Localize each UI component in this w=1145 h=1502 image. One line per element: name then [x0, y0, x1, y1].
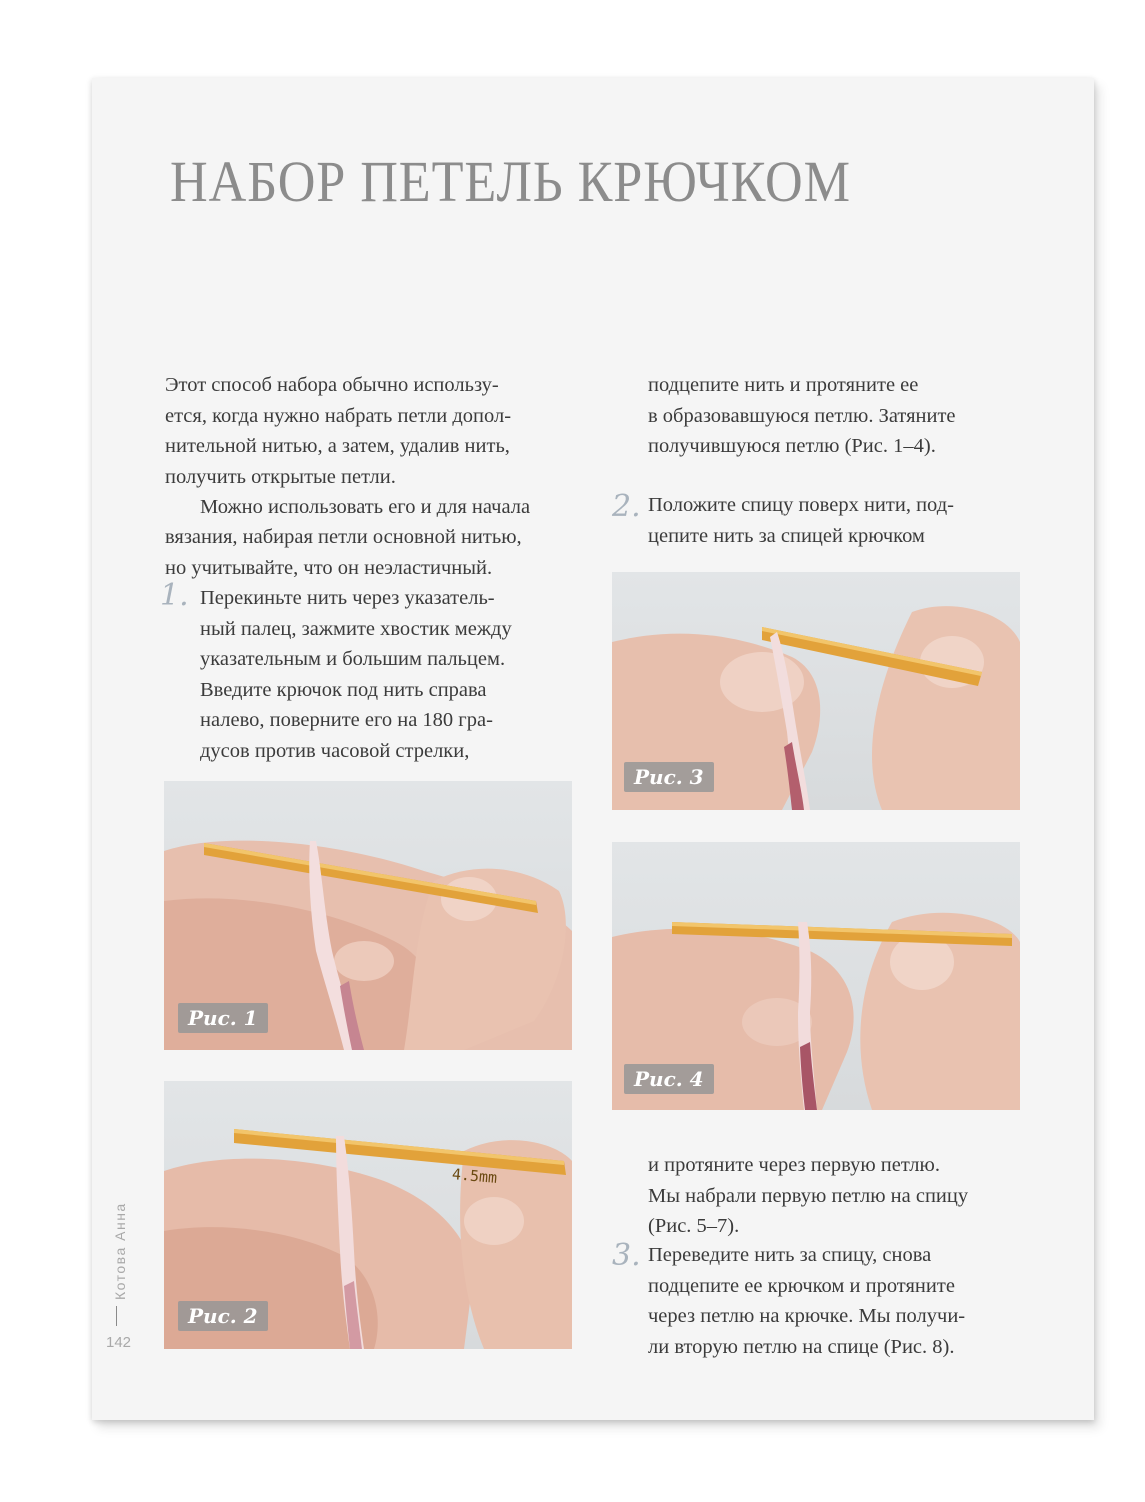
text-line: подцепите нить и протяните ее	[648, 374, 919, 396]
text-line: Перекиньте нить через указатель-	[200, 587, 495, 609]
second-paragraph	[165, 522, 522, 583]
text-line: ный палец, зажмите хвостик между	[200, 617, 512, 640]
second-paragraph-first-line	[200, 492, 530, 523]
text-line: Введите крючок под нить справа	[200, 678, 487, 701]
step-number-1: 1.	[160, 578, 189, 613]
step-number-2: 2.	[612, 489, 641, 524]
figure-3-photo	[612, 572, 1020, 810]
text-line: Мы набрали первую петлю на спицу	[648, 1184, 969, 1207]
text-line: ли вторую петлю на спице (Рис. 8).	[648, 1335, 955, 1358]
continuation-paragraph	[648, 370, 956, 462]
intro-paragraph	[165, 370, 511, 492]
text-line: цепите нить за спицей крючком	[648, 524, 925, 547]
text-line: в образовавшуюся петлю. Затяните	[648, 404, 956, 427]
page-number: 142	[106, 1334, 132, 1351]
text-line: дусов против часовой стрелки,	[200, 739, 470, 762]
text-line: получить открытые петли.	[165, 465, 396, 488]
text-line: подцепите ее крючком и протяните	[648, 1274, 955, 1297]
figure-2-label: Рис. 2	[178, 1301, 268, 1331]
text-line: (Рис. 5–7).	[648, 1215, 740, 1237]
figure-2-photo	[164, 1081, 572, 1349]
text-line: нительной нитью, а затем, удалив нить,	[165, 435, 510, 457]
figure-3-label: Рис. 3	[624, 762, 714, 792]
continuation-paragraph-2	[648, 1150, 968, 1242]
text-line: получившуюся петлю (Рис. 1–4).	[648, 435, 936, 457]
text-line: налево, поверните его на 180 гра-	[200, 709, 493, 731]
text-line: Положите спицу поверх нити, под-	[648, 494, 954, 516]
sidebar-divider	[116, 1306, 117, 1326]
figure-4-label: Рис. 4	[624, 1064, 714, 1094]
page-title: НАБОР ПЕТЕЛЬ КРЮЧКОМ	[170, 149, 851, 214]
text-line: Этот способ набора обычно использу-	[165, 374, 499, 396]
text-line: указательным и большим пальцем.	[200, 648, 506, 670]
step-number-3: 3.	[612, 1238, 641, 1273]
hook-size-marking: 4.5mm	[451, 1165, 498, 1187]
text-line: но учитывайте, что он неэластичный.	[165, 556, 493, 579]
text-line: через петлю на крючке. Мы получи-	[648, 1305, 966, 1327]
text-line: Переведите нить за спицу, снова	[648, 1244, 932, 1266]
text-line: Можно использовать его и для начала	[200, 496, 531, 518]
figure-1-photo	[164, 781, 572, 1050]
step-2-text	[648, 490, 954, 551]
text-line: вязания, набирая петли основной нитью,	[165, 526, 522, 548]
text-line: ется, когда нужно набрать петли допол-	[165, 404, 512, 427]
step-1-text	[200, 583, 512, 766]
figure-4-photo	[612, 842, 1020, 1110]
text-line: и протяните через первую петлю.	[648, 1154, 940, 1176]
figure-1-label: Рис. 1	[178, 1003, 268, 1033]
author-name: Котова Анна	[112, 1202, 128, 1300]
step-3-text	[648, 1240, 965, 1362]
